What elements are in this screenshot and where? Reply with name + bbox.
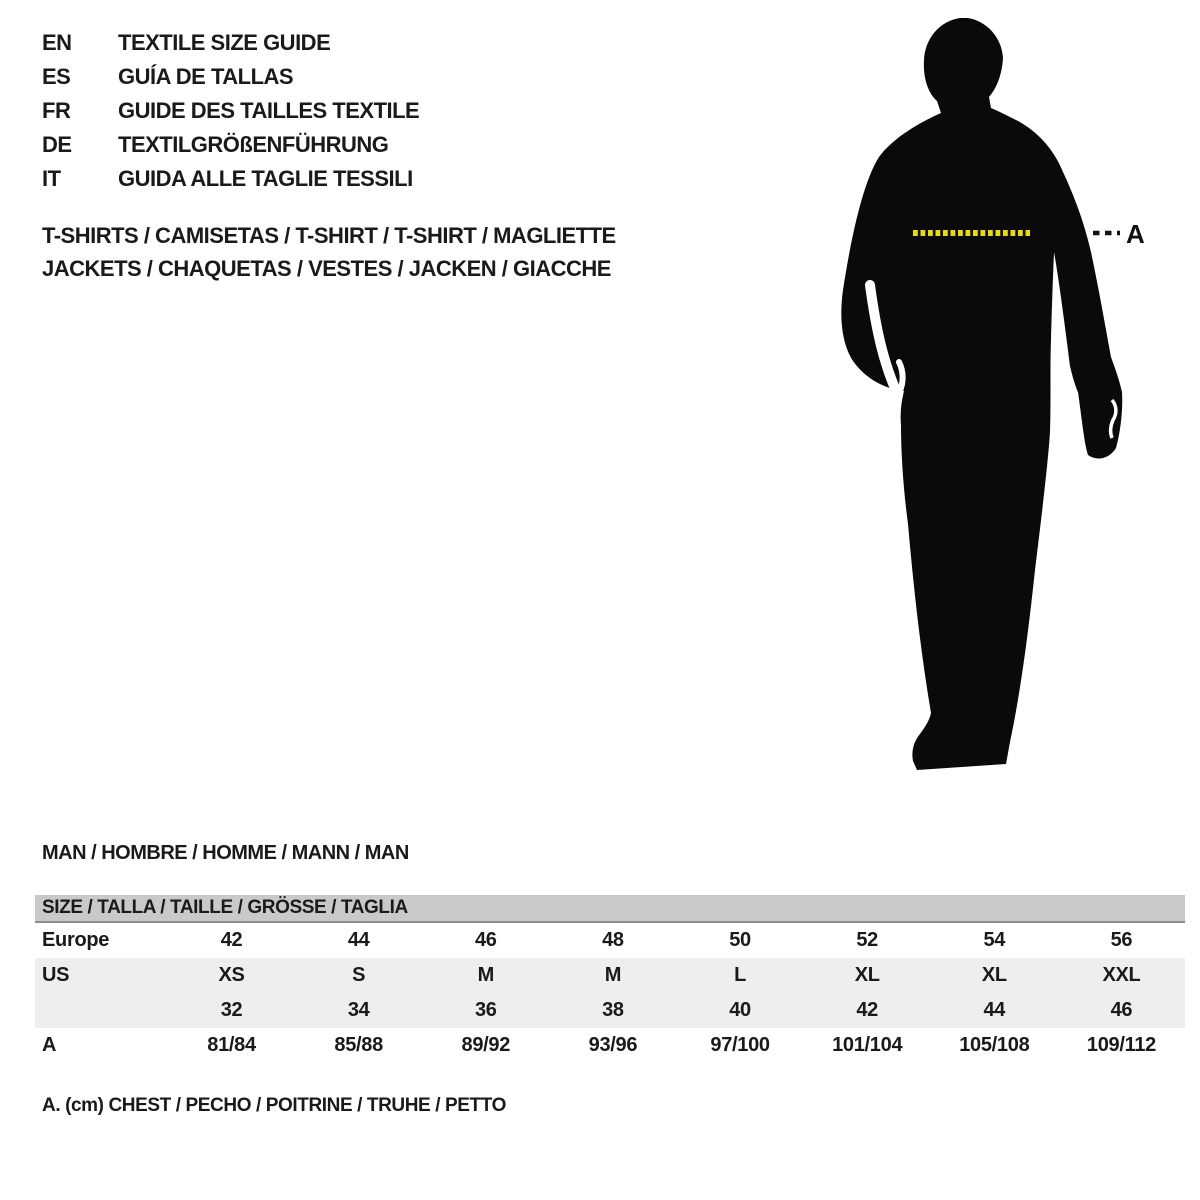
table-cell: 50 (729, 929, 751, 951)
table-cell: M (477, 964, 494, 986)
table-cell: L (734, 964, 747, 986)
table-cell: 85/88 (334, 1034, 383, 1056)
table-cell: 32 (220, 999, 243, 1021)
row-label: A (42, 1034, 57, 1056)
table-cell: 44 (347, 929, 370, 951)
table-cell: 42 (856, 999, 879, 1021)
table-cell: 36 (474, 999, 497, 1021)
category-jackets: JACKETS / CHAQUETAS / VESTES / JACKEN / GIACCHE (42, 255, 611, 281)
measure-label-a: A (1126, 219, 1145, 249)
man-silhouette-figure (820, 0, 1160, 800)
table-cell: 109/112 (1086, 1034, 1156, 1056)
language-code: ES (42, 64, 71, 89)
man-silhouette-body (841, 18, 1122, 770)
list-item (42, 94, 419, 128)
row-label: US (42, 964, 70, 986)
table-row-us (35, 958, 1185, 993)
table-cell: 97/100 (710, 1034, 770, 1056)
table-cell: 38 (602, 999, 624, 1021)
table-cell: 101/104 (832, 1034, 903, 1056)
table-cell: 42 (220, 929, 243, 951)
language-code: DE (42, 132, 72, 157)
list-item (42, 162, 419, 196)
guide-title-de: TEXTILGRÖßENFÜHRUNG (118, 132, 389, 157)
garment-categories (42, 219, 616, 285)
table-cell: 105/108 (959, 1034, 1030, 1056)
table-cell: XL (981, 964, 1007, 986)
table-cell: 89/92 (461, 1034, 511, 1056)
size-table-header: SIZE / TALLA / TAILLE / GRÖSSE / TAGLIA (35, 895, 1185, 923)
language-guide-list (42, 26, 419, 196)
language-code: FR (42, 98, 71, 123)
table-cell: XL (854, 964, 880, 986)
guide-title-fr: GUIDE DES TAILLES TEXTILE (118, 98, 420, 123)
table-cell: 54 (983, 929, 1006, 951)
category-tshirts: T-SHIRTS / CAMISETAS / T-SHIRT / T-SHIRT / MAGLIETTE (42, 222, 616, 248)
list-item (42, 60, 419, 94)
table-cell: 93/96 (588, 1034, 638, 1056)
table-cell: 56 (1110, 929, 1133, 951)
table-cell: 34 (347, 999, 370, 1021)
table-row-chest (35, 1028, 1185, 1063)
list-item (42, 26, 419, 60)
language-code: EN (42, 30, 72, 55)
section-title-man: MAN / HOMBRE / HOMME / MANN / MAN (42, 841, 409, 864)
table-cell: 46 (1110, 999, 1133, 1021)
table-row-europe (35, 923, 1185, 958)
table-cell: S (352, 964, 366, 986)
measurement-legend: A. (cm) CHEST / PECHO / POITRINE / TRUHE / PETTO (42, 1095, 506, 1116)
table-row-numeric (35, 993, 1185, 1028)
row-label: Europe (42, 929, 110, 951)
table-cell: M (604, 964, 622, 986)
man-silhouette-svg (820, 0, 1160, 800)
table-cell: 52 (856, 929, 879, 951)
table-cell: XS (218, 964, 245, 986)
size-table (35, 895, 1185, 1063)
table-cell: 48 (602, 929, 624, 951)
table-cell: 40 (729, 999, 751, 1021)
table-cell: 46 (474, 929, 497, 951)
guide-title-en: TEXTILE SIZE GUIDE (118, 30, 331, 55)
guide-title-es: GUÍA DE TALLAS (118, 64, 294, 89)
language-code: IT (42, 166, 61, 191)
table-cell: XXL (1102, 964, 1141, 986)
table-cell: 81/84 (207, 1034, 256, 1056)
guide-title-it: GUIDA ALLE TAGLIE TESSILI (118, 166, 413, 191)
table-cell: 44 (983, 999, 1006, 1021)
list-item (42, 128, 419, 162)
